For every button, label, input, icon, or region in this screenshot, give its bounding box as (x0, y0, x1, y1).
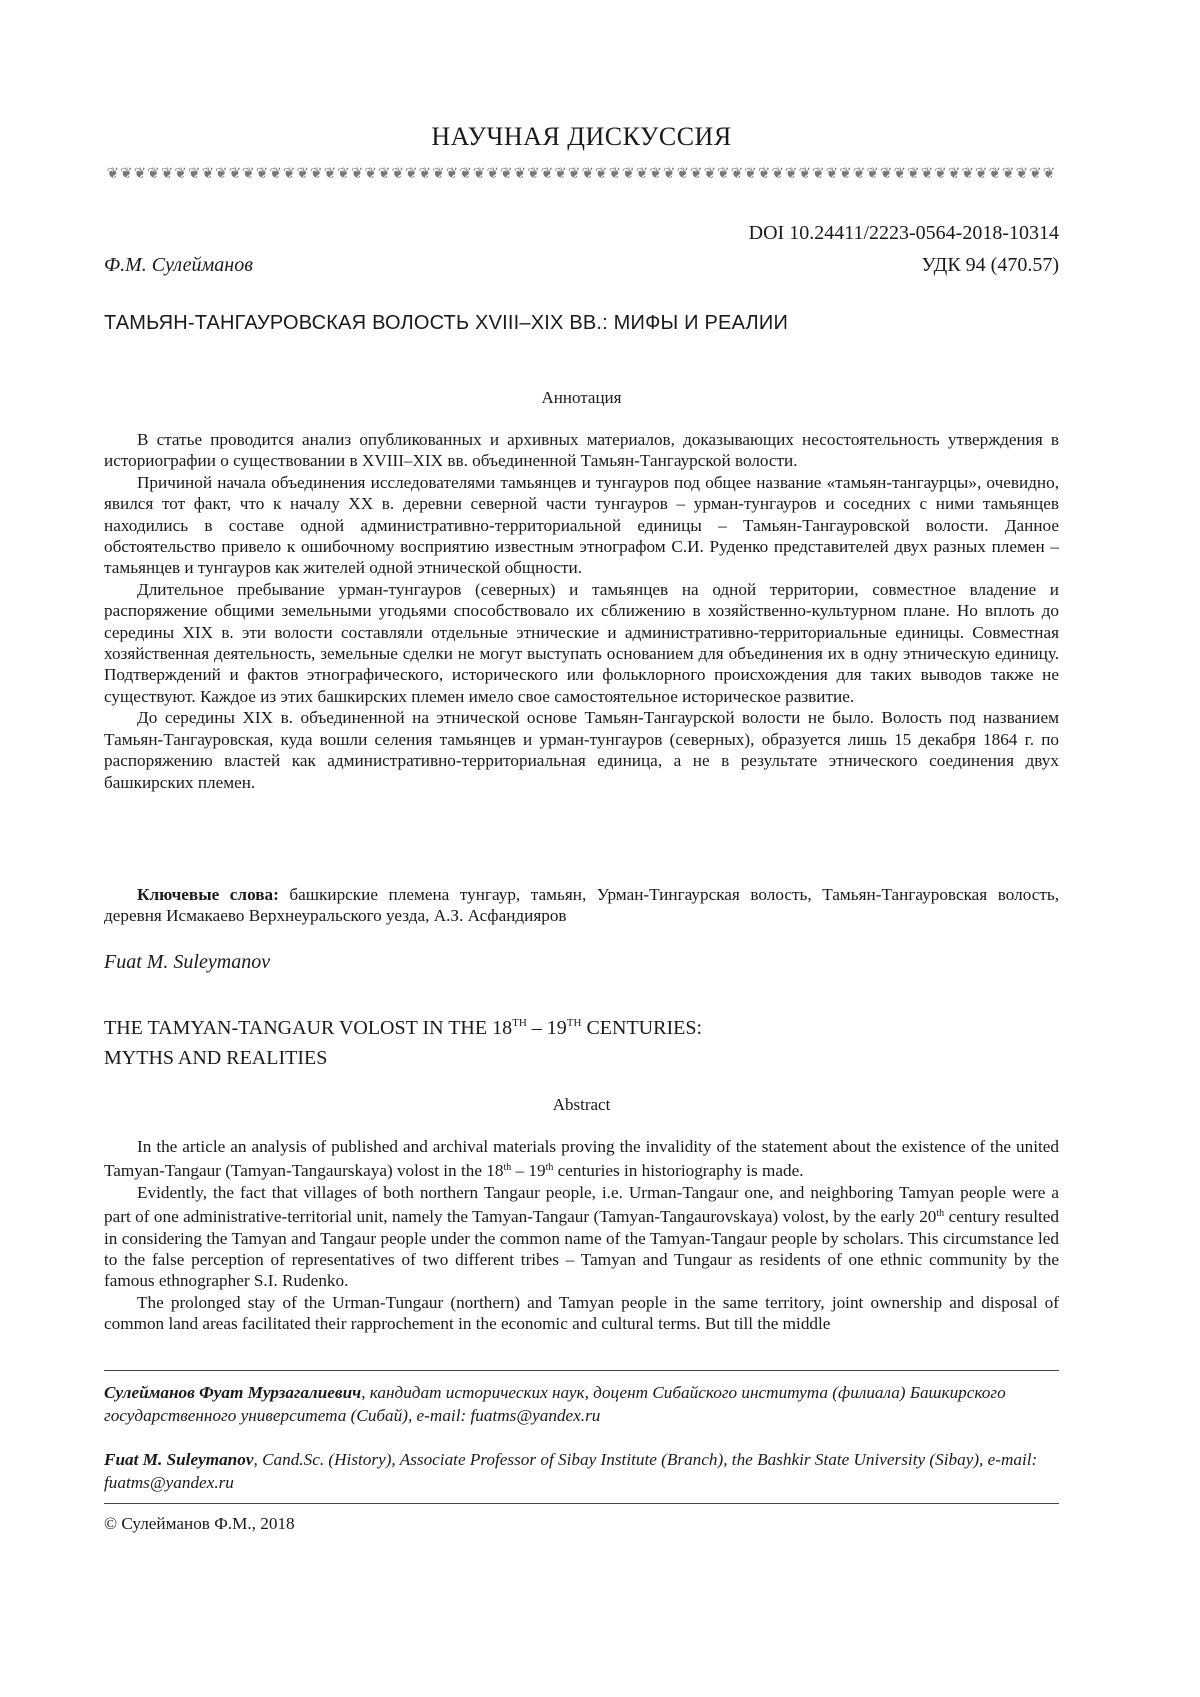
title-en-sup: TH (566, 1017, 582, 1029)
author-info-en-name: Fuat M. Suleymanov (104, 1450, 254, 1469)
abstract-ru-paragraph: Причиной начала объединения исследователями тамьянцев и тунгауров под общее название «тамьян-тангаурцы», очевидно, явился тот факт, что к началу XX в. деревни северной части тунгауров – урман-тунгауров и соседних с ними тамьянцев находились в составе одной административно-территориальной единицы – Тамьян-Тангауровской волости. Данное обстоятельство привело к ошибочному восприятию известным этнографом С.И. Руденко представителей двух разных племен – тамьянцев и тунгауров как жителей одной этнической общности. (104, 472, 1059, 578)
author-info-ru-text: , кандидат исторических наук, доцент Сибайского института (филиала) Башкирского государственного университета (Сибай), e-mail: fuatms@yandex.ru (104, 1383, 1006, 1425)
abstract-en-paragraph: The prolonged stay of the Urman-Tungaur (northern) and Tamyan people in the same territory, joint ownership and disposal of common land areas facilitated their rapprochement in the economic and cultural terms. But till the middle (104, 1292, 1059, 1334)
author-en: Fuat M. Suleymanov (104, 951, 271, 973)
author-info-en (104, 1448, 1059, 1494)
footer-rule-bottom (104, 1503, 1059, 1504)
abstract-en (104, 1136, 1059, 1335)
section-title: НАУЧНАЯ ДИСКУССИЯ (431, 122, 732, 151)
title-en-part: THE TAMYAN-TANGAUR VOLOST IN THE 18 (104, 1017, 513, 1039)
title-en-sup: TH (512, 1017, 527, 1029)
udk: УДК 94 (470.57) (921, 254, 1059, 276)
abstract-en-paragraph: Evidently, the fact that villages of both northern Tangaur people, i.e. Urman-Tangaur one, and neighboring Tamyan people were a part of one administrative-territorial unit, namely the Tamyan-Tangaur (Tamyan-Tangaurovskaya) volost, by the early 20th century resulted in considering the Tamyan and Tangaur people under the common name of the Tamyan-Tangaur people by scholars. This circumstance led to the false perception of representatives of two different tribes – Tamyan and Tungaur as residents of one ethnic community by the famous ethnographer S.I. Rudenko. (104, 1182, 1059, 1291)
copyright: © Сулейманов Ф.М., 2018 (104, 1514, 295, 1533)
keywords-text: башкирские племена тунгаур, тамьян, Урман-Тингаурская волость, Тамьян-Тангауровская волость, деревня Исмакаево Верхнеуральского уезда, А.З. Асфандияров (104, 885, 1059, 926)
abstract-ru-paragraph: Длительное пребывание урман-тунгауров (северных) и тамьянцев на одной территории, совместное владение и распоряжение общими земельными угодьями способствовало их сближению в хозяйственно-культурном плане. Но вплоть до середины XIX в. эти волости составляли отдельные этнические и административно-территориальные единицы. Совместная хозяйственная деятельность, земельные сделки не могут выступать основанием для объединения их в одну этническую единицу. Подтверждений и фактов этнографического, исторического или фольклорного происхождения для таких выводов также не существуют. Каждое из этих башкирских племен имело свое самостоятельное историческое развитие. (104, 579, 1059, 706)
abstract-heading-en: Abstract (552, 1095, 611, 1114)
author-info-ru-name: Сулейманов Фуат Мурзагалиевич (104, 1383, 362, 1402)
footer-rule-top (104, 1370, 1059, 1371)
title-en-part: CENTURIES: (581, 1017, 702, 1039)
author-info-ru (104, 1381, 1059, 1427)
title-ru: ТАМЬЯН-ТАНГАУРОВСКАЯ ВОЛОСТЬ XVIII–XIX ВВ.: МИФЫ И РЕАЛИИ (104, 312, 789, 334)
abstract-en-paragraph: In the article an analysis of published and archival materials proving the invalidity of the statement about the existence of the united Tamyan-Tangaur (Tamyan-Tangaurskaya) volost in the 18th – 19th centuries in historiography is made. (104, 1137, 1059, 1181)
abstract-ru-paragraph: До середины XIX в. объединенной на этнической основе Тамьян-Тангаурской волости не было. Волость под названием Тамьян-Тангауровская, куда вошли селения тамьянцев и урман-тунгауров (северных), образуется лишь 15 декабря 1864 г. по распоряжению властей как административно-территориальная единица, а не в результате этнического соединения двух башкирских племен. (104, 708, 1059, 792)
title-en-line2: MYTHS AND REALITIES (104, 1047, 328, 1069)
abstract-ru-paragraph: В статье проводится анализ опубликованных и архивных материалов, доказывающих несостоятельность утверждения в историографии о существовании в XVIII–XIX вв. объединенной Тамьян-Тангаурской волости. (104, 430, 1059, 471)
title-en-part: – 19 (526, 1017, 567, 1039)
keywords-label: Ключевые слова: (137, 885, 279, 904)
abstract-ru (104, 429, 1059, 793)
abstract-heading-ru: Аннотация (541, 388, 622, 407)
title-en (104, 1008, 1059, 1073)
ornament-divider: ❦❦❦❦❦❦❦❦❦❦❦❦❦❦❦❦❦❦❦❦❦❦❦❦❦❦❦❦❦❦❦❦❦❦❦❦❦❦❦❦❦❦❦❦❦❦❦❦❦❦❦❦❦❦❦❦❦❦❦❦❦❦❦❦❦❦❦❦❦❦ (106, 164, 1057, 182)
author-ru: Ф.М. Сулейманов (104, 254, 253, 276)
author-info-en-text: , Cand.Sc. (History), Associate Professor of Sibay Institute (Branch), the Bashkir State University (Sibay), e-mail: fuatms@yandex.ru (104, 1450, 1038, 1492)
doi: DOI 10.24411/2223-0564-2018-10314 (748, 222, 1059, 244)
keywords-ru (104, 884, 1059, 927)
